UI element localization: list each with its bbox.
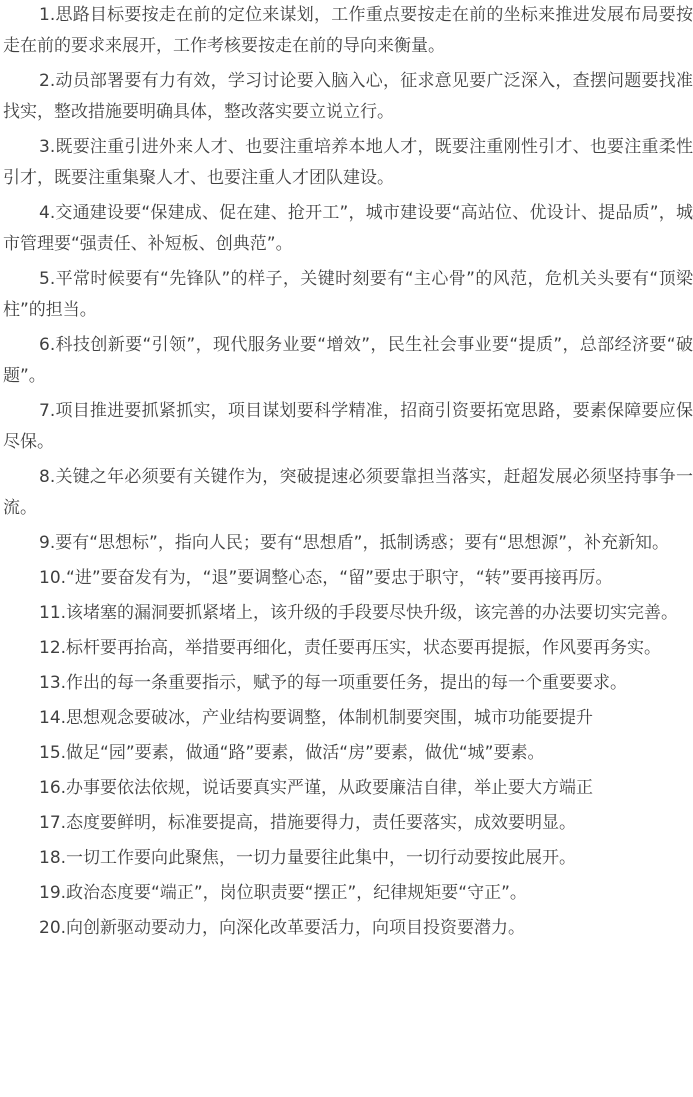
list-item-11: 11.该堵塞的漏洞要抓紧堵上，该升级的手段要尽快升级，该完善的办法要切实完善。 xyxy=(39,603,679,623)
list-item-16: 16.办事要依法依规，说话要真实严谨，从政要廉洁自律，举止要大方端正 xyxy=(39,778,594,798)
list-item-12: 12.标杆要再抬高，举措要再细化，责任要再压实，状态要再提振，作风要再务实。 xyxy=(39,638,662,658)
list-item-10: 10.“进”要奋发有为，“退”要调整心态，“留”要忠于职守，“转”要再接再厉。 xyxy=(39,568,613,588)
list-item-13: 13.作出的每一条重要指示，赋予的每一项重要任务，提出的每一个重要要求。 xyxy=(39,673,628,693)
list-item-20: 20.向创新驱动要动力，向深化改革要活力，向项目投资要潜力。 xyxy=(39,918,526,938)
list-item-15: 15.做足“园”要素，做通“路”要素，做活“房”要素，做优“城”要素。 xyxy=(39,743,545,763)
list-item-7: 7.项目推进要抓紧抓实，项目谋划要科学精准，招商引资要拓宽思路，要素保障要应保尽保。 xyxy=(3,401,693,452)
list-item-2: 2.动员部署要有力有效，学习讨论要入脑入心，征求意见要广泛深入，查摆问题要找准找实，整改措施要明确具体，整改落实要立说立行。 xyxy=(3,71,693,122)
list-item-14: 14.思想观念要破冰，产业结构要调整，体制机制要突围，城市功能要提升 xyxy=(39,708,594,728)
list-item-19: 19.政治态度要“端正”，岗位职责要“摆正”，纪律规矩要“守正”。 xyxy=(39,883,527,903)
list-item-17: 17.态度要鲜明，标准要提高，措施要得力，责任要落实，成效要明显。 xyxy=(39,813,577,833)
list-item-4: 4.交通建设要“保建成、促在建、抢开工”，城市建设要“高站位、优设计、提品质”，城市管理要“强责任、补短板、创典范”。 xyxy=(3,203,693,254)
list-item-8: 8.关键之年必须要有关键作为，突破提速必须要靠担当落实，赶超发展必须坚持事争一流。 xyxy=(3,467,693,518)
list-item-3: 3.既要注重引进外来人才、也要注重培养本地人才，既要注重刚性引才、也要注重柔性引才，既要注重集聚人才、也要注重人才团队建设。 xyxy=(3,137,693,188)
list-item-5: 5.平常时候要有“先锋队”的样子，关键时刻要有“主心骨”的风范，危机关头要有“顶梁柱”的担当。 xyxy=(3,269,693,320)
list-item-1: 1.思路目标要按走在前的定位来谋划，工作重点要按走在前的坐标来推进发展布局要按走在前的要求来展开，工作考核要按走在前的导向来衡量。 xyxy=(3,5,693,56)
list-item-9: 9.要有“思想标”，指向人民；要有“思想盾”，抵制诱惑；要有“思想源”，补充新知。 xyxy=(39,533,670,553)
list-item-18: 18.一切工作要向此聚焦，一切力量要往此集中，一切行动要按此展开。 xyxy=(39,848,577,868)
list-item-6: 6.科技创新要“引领”，现代服务业要“增效”，民生社会事业要“提质”，总部经济要“破题”。 xyxy=(3,335,693,386)
